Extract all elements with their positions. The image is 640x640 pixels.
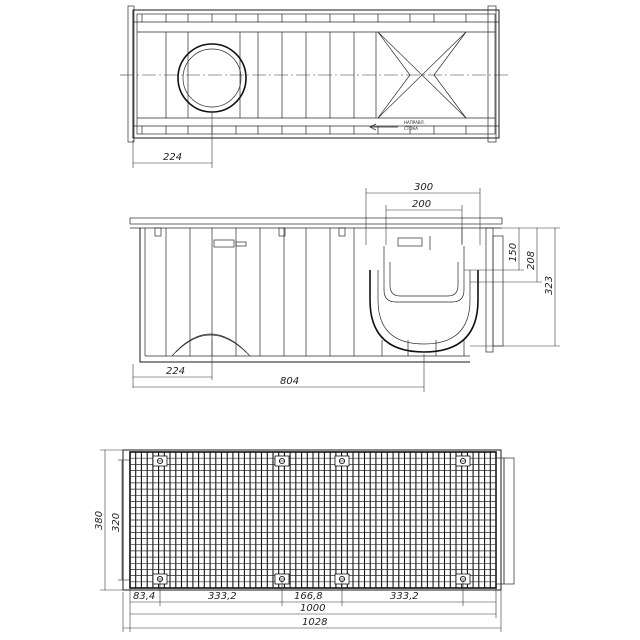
top-dim-offset: 224	[163, 152, 183, 163]
side-view-ribs	[166, 228, 464, 356]
side-tab	[155, 228, 161, 236]
side-dim-basket-outer: 300	[414, 182, 434, 193]
flow-direction-arrow-icon	[370, 124, 398, 130]
side-dim-h208: 208	[526, 250, 537, 270]
grate-bars	[130, 452, 496, 588]
grate-dim-height-inner: 320	[111, 512, 122, 532]
side-tab	[339, 228, 345, 236]
grate-dim-seg1: 83,4	[133, 591, 156, 602]
side-dim-offset: 224	[166, 366, 186, 377]
side-dim-h150: 150	[508, 242, 519, 262]
side-dim-h323: 323	[544, 275, 555, 295]
grate-dim-seg3: 166,8	[294, 591, 323, 602]
grate-view	[94, 450, 514, 632]
grate-dim-total-length: 1028	[302, 617, 328, 628]
outlet-pipe-inner-icon	[183, 49, 241, 107]
grate-dim-grate-length: 1000	[300, 603, 326, 614]
top-view	[120, 6, 510, 168]
grate-dim-seg2: 333,2	[208, 591, 237, 602]
grate-dim-seg4: 333,2	[390, 591, 419, 602]
side-dim-basket-inner: 200	[412, 199, 432, 210]
flow-note-line2: СТОКА	[404, 126, 418, 131]
side-view	[130, 182, 560, 392]
flow-note-line1: НАПРАВЛ.	[404, 120, 425, 125]
side-view-tabs	[155, 228, 345, 236]
grate-dim-height-outer: 380	[94, 510, 105, 530]
side-dim-total: 804	[280, 376, 300, 387]
